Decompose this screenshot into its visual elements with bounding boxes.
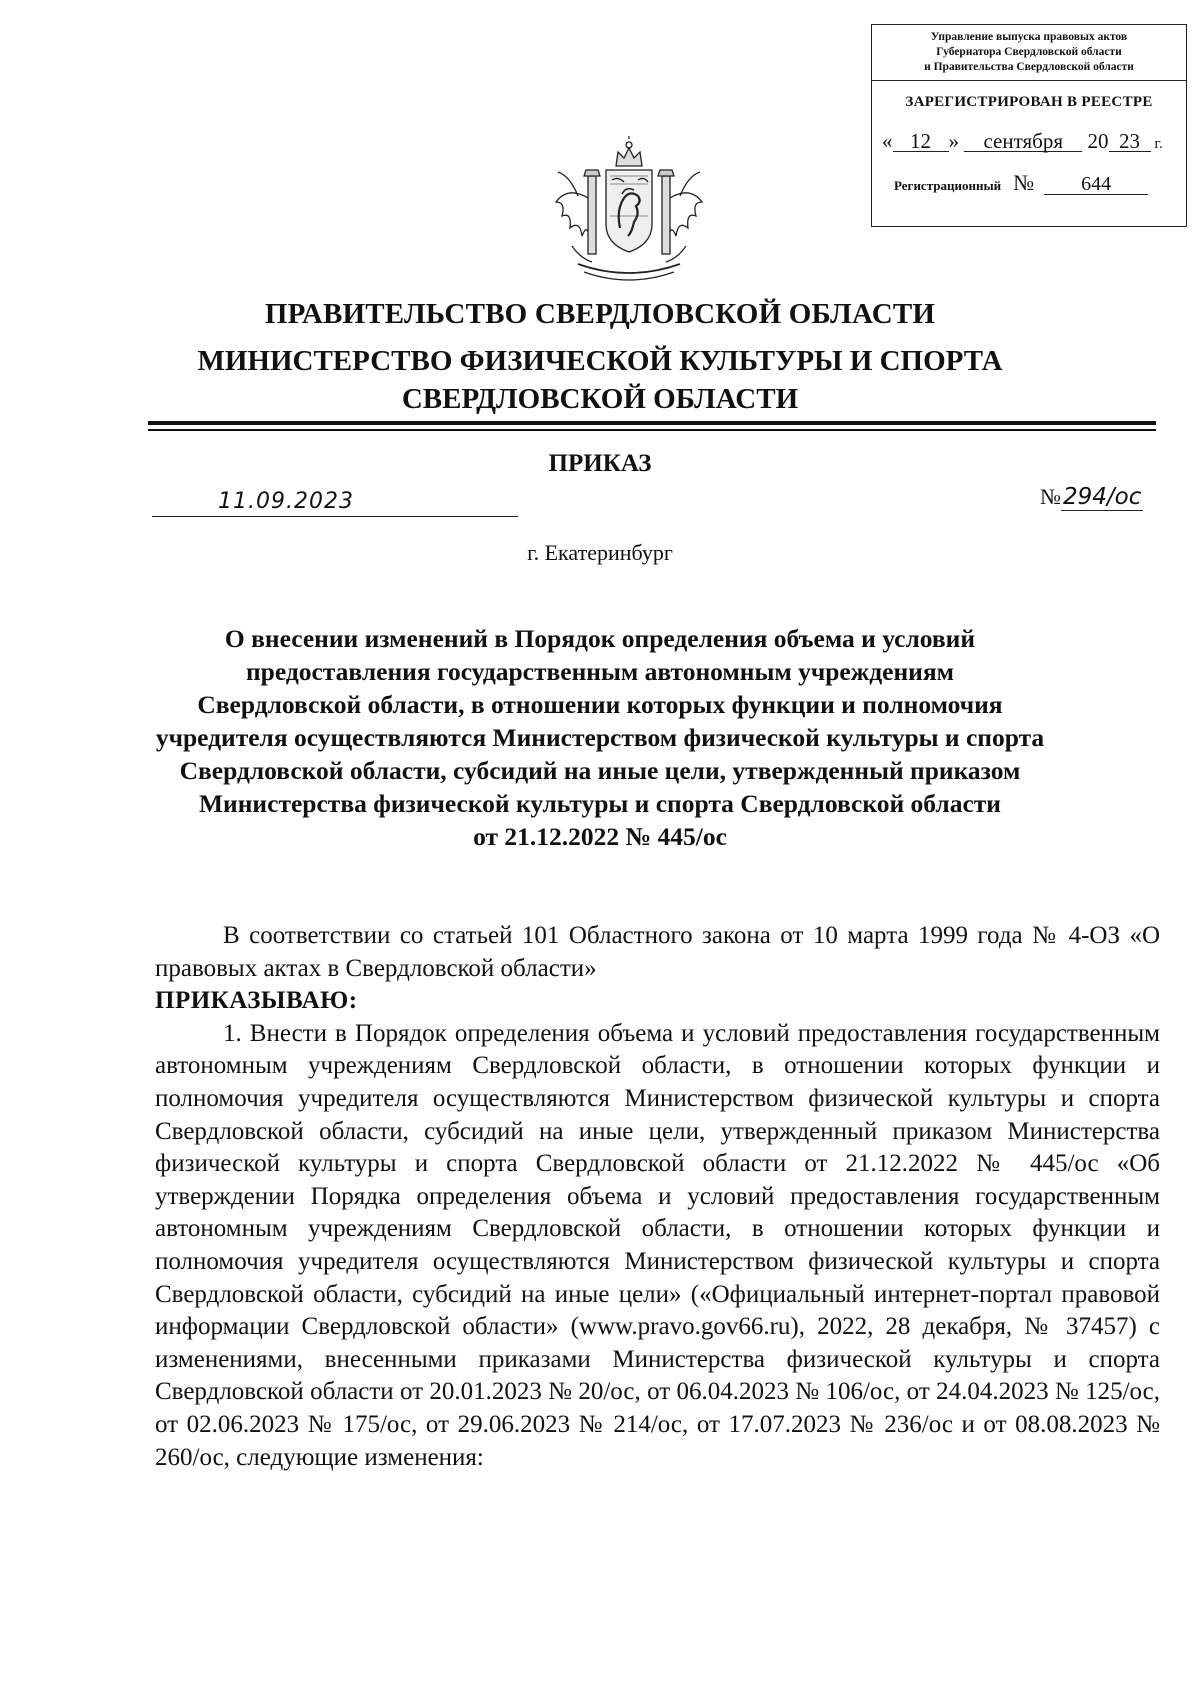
stamp-reg-no-sign: № (1013, 170, 1035, 195)
stamp-date-year-prefix: 20 (1087, 129, 1109, 153)
ministry-heading (0, 342, 1200, 418)
order-date-handwritten: 11.09.2023 (152, 487, 518, 517)
stamp-registered-label: ЗАРЕГИСТРИРОВАН В РЕЕСТРЕ (905, 94, 1153, 110)
stamp-header-line: Управление выпуска правовых актов (930, 31, 1128, 43)
header-divider-thin (148, 429, 1156, 431)
stamp-registration-number (872, 170, 1186, 196)
stamp-reg-label: Регистрационный (894, 178, 1002, 193)
ministry-heading-line: СВЕРДЛОВСКОЙ ОБЛАСТИ (401, 383, 799, 415)
stamp-date-close-quote: » (948, 129, 959, 153)
registration-stamp (871, 24, 1187, 227)
document-title (140, 622, 1060, 853)
coat-of-arms-emblem (548, 136, 710, 286)
stamp-reg-number: 644 (1044, 174, 1148, 195)
decree-word: ПРИКАЗЫВАЮ: (155, 987, 358, 1015)
coat-of-arms-icon (548, 136, 710, 286)
order-number-handwritten: 294/ос (1063, 484, 1142, 510)
document-body (155, 920, 1160, 1474)
order-number-sign: № (1040, 484, 1061, 509)
title-line: Министерства физической культуры и спорта Свердловской области (198, 789, 1002, 818)
city: г. Екатеринбург (527, 540, 673, 565)
header-divider-thick (148, 421, 1156, 425)
stamp-date-year-suffix: 23 (1109, 131, 1151, 152)
stamp-date-year-unit: г. (1154, 136, 1163, 152)
stamp-header-line: и Правительства Свердловской области (924, 61, 1134, 73)
stamp-header-line: Губернатора Свердловской области (936, 46, 1122, 58)
stamp-date-open-quote: « (882, 129, 893, 153)
order-number (1040, 484, 1143, 511)
stamp-header (872, 25, 1186, 81)
stamp-date (872, 129, 1186, 154)
government-heading: ПРАВИТЕЛЬСТВО СВЕРДЛОВСКОЙ ОБЛАСТИ (264, 298, 936, 330)
title-line: О внесении изменений в Порядок определения объема и условий (224, 624, 976, 653)
item-1-paragraph: 1. Внести в Порядок определения объема и условий предоставления государственным автономным учреждениям Свердловской области, в отношении которых функции и полномочия учредителя осуществляются Министерством физической культуры и спорта Свердловской области, субсидий на иные цели, утвержденный приказом Министерства физической культуры и спорта Свердловской области от 21.12.2022 № 445/ос «Об утверждении Порядка определения объема и условий предоставления государственным автономным учреждениям Свердловской области, в отношении которых функции и полномочия учредителя осуществляются Министерством физической культуры и спорта Свердловской области, субсидий на иные цели» («Официальный интернет-портал правовой информации Свердловской области» (www.pravo.gov66.ru), 2022, 28 декабря, № 37457) с изменениями, внесенными приказами Министерства физической культуры и спорта Свердловской области от 20.01.2023 № 20/ос, от 06.04.2023 № 106/ос, от 24.04.2023 № 125/ос, от 02.06.2023 № 175/ос, от 29.06.2023 № 214/ос, от 17.07.2023 № 236/ос и от 08.08.2023 № 260/ос, следующие изменения: (155, 1019, 1160, 1471)
title-line: Свердловской области, в отношении которых функции и полномочия (197, 690, 1003, 719)
ministry-heading-line: МИНИСТЕРСТВО ФИЗИЧЕСКОЙ КУЛЬТУРЫ И СПОРТА (197, 345, 1003, 377)
document-type: ПРИКАЗ (548, 450, 652, 477)
preamble-paragraph: В соответствии со статьей 101 Областного закона от 10 марта 1999 года № 4-ОЗ «О правовых актах в Свердловской области» (155, 922, 1160, 982)
title-line: Свердловской области, субсидий на иные цели, утвержденный приказом (179, 756, 1021, 785)
stamp-date-day: 12 (893, 131, 949, 152)
title-line: предоставления государственным автономным учреждениям (245, 657, 955, 686)
stamp-date-month: сентября (964, 131, 1082, 152)
title-line: учредителя осуществляются Министерством физической культуры и спорта (155, 723, 1045, 752)
title-line: от 21.12.2022 № 445/ос (473, 822, 727, 851)
